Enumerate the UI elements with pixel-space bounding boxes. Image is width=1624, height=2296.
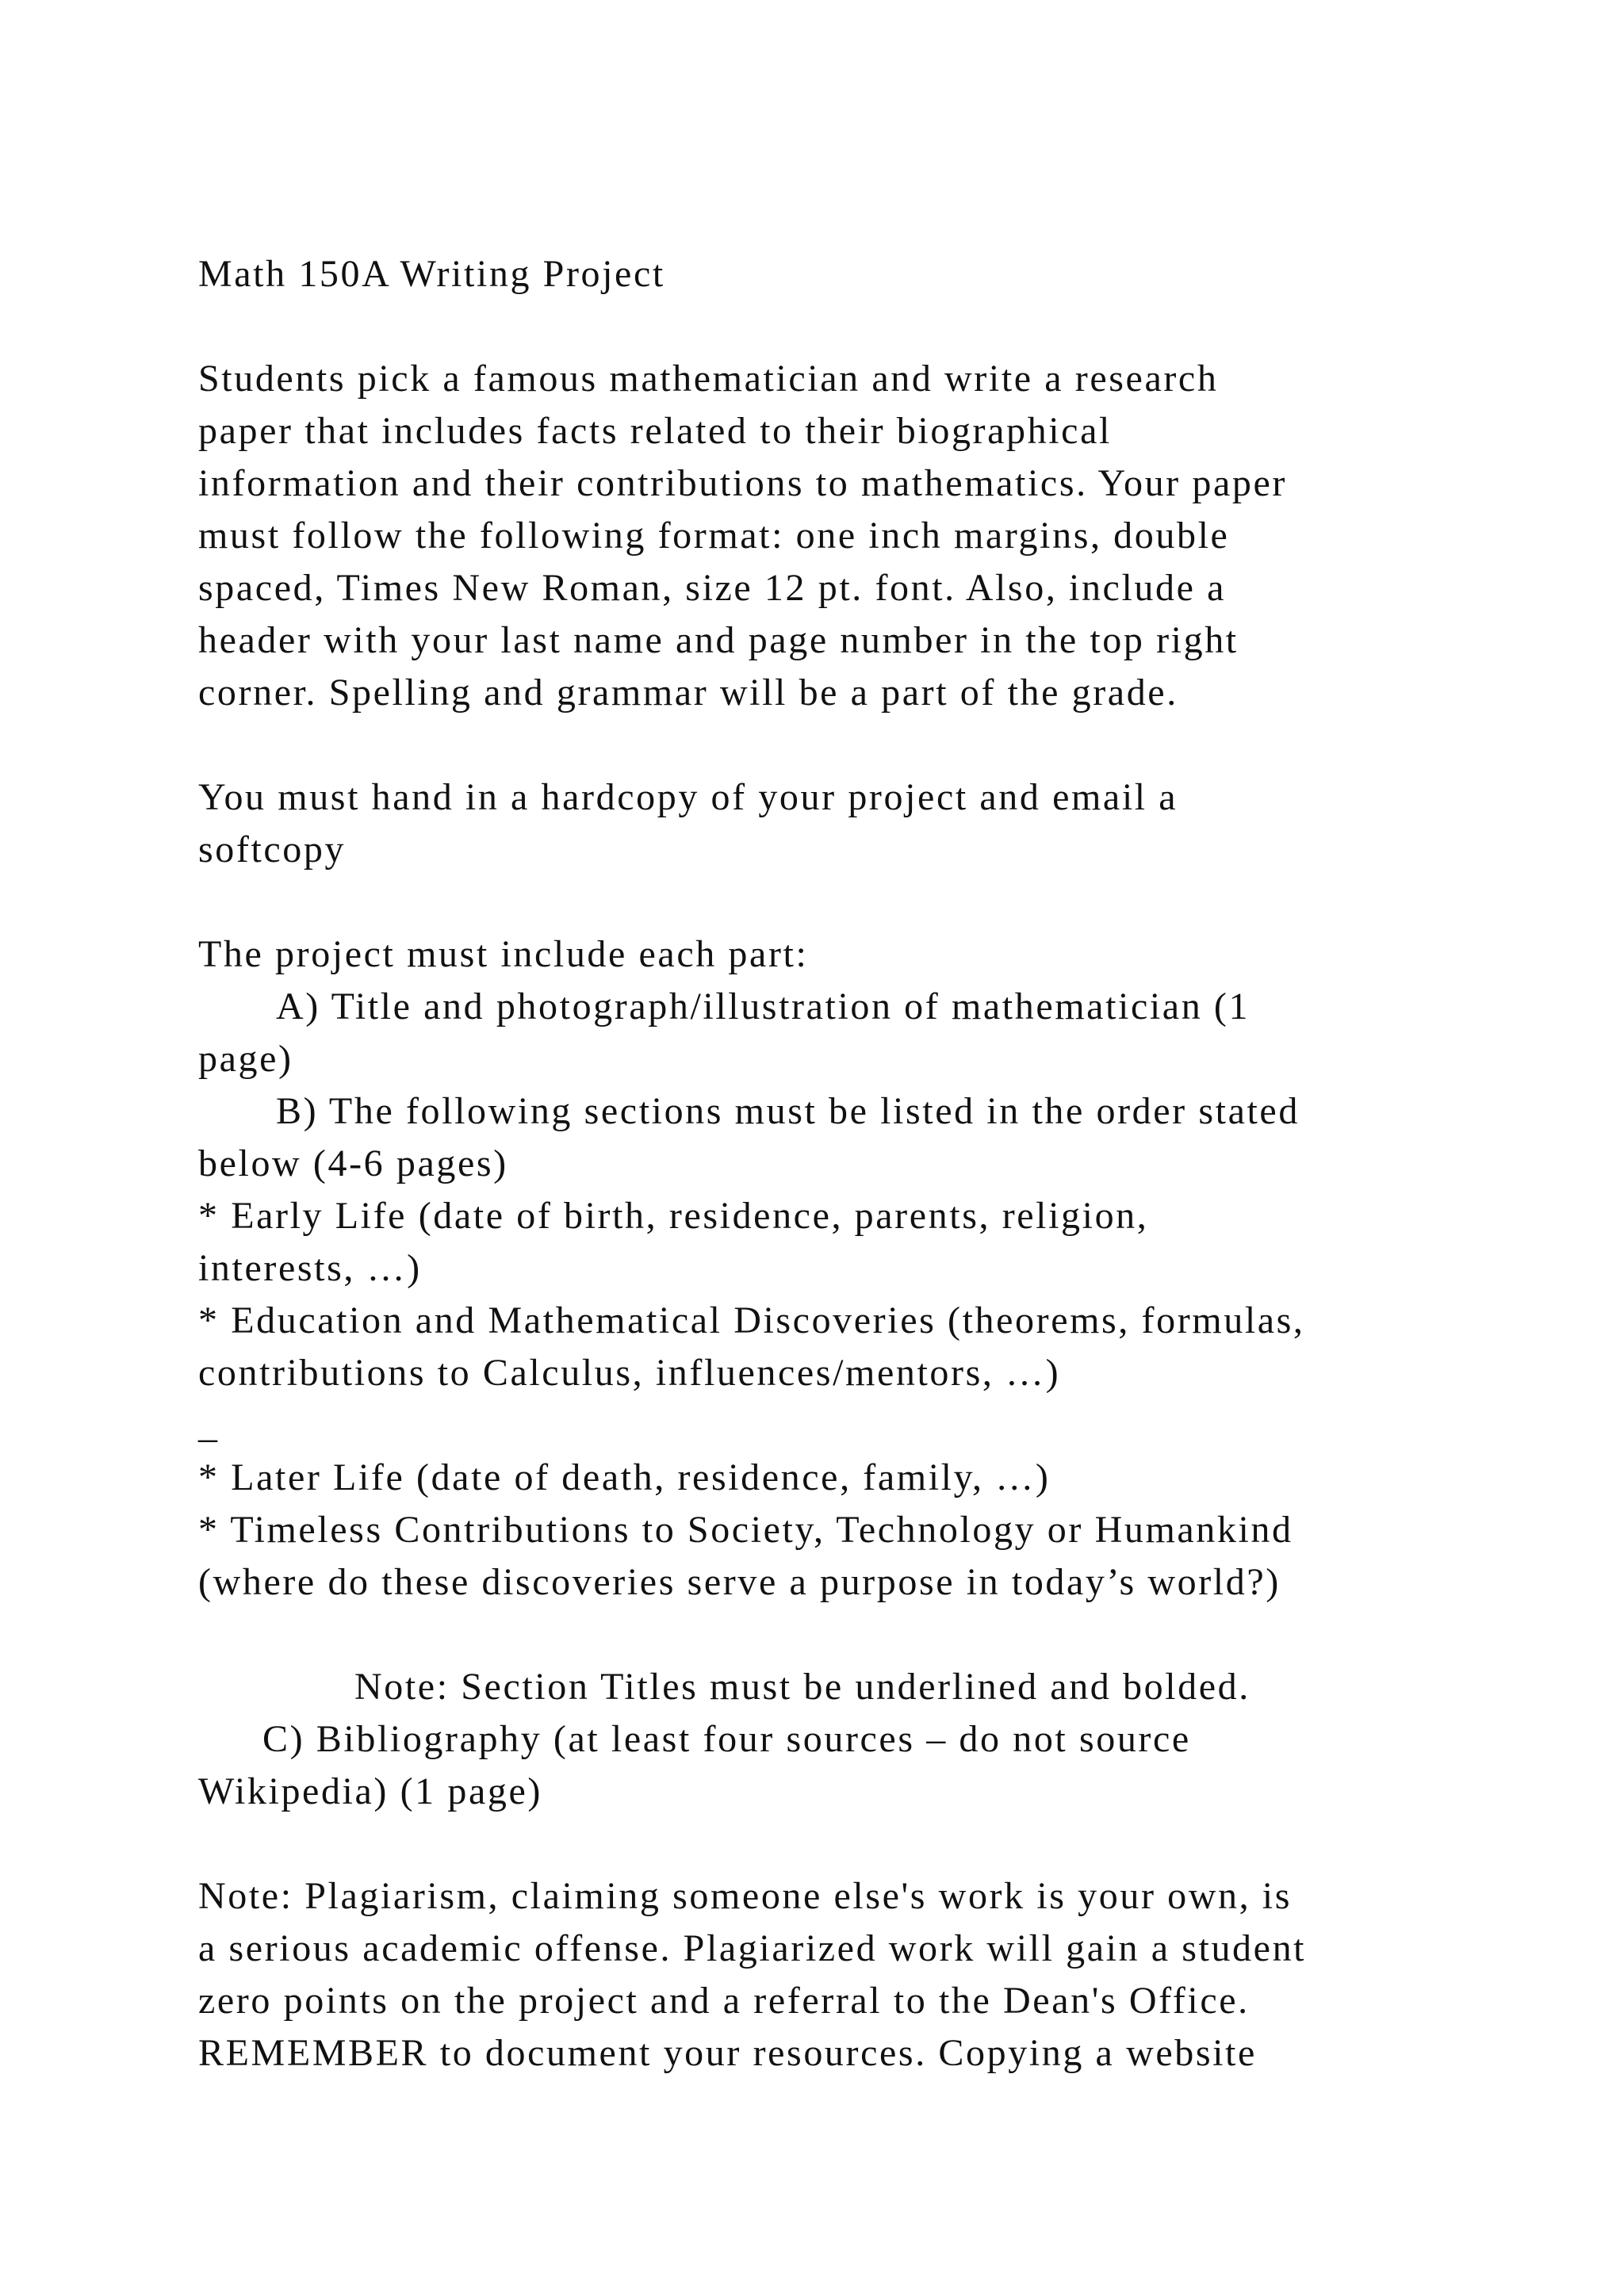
- part-b-line: below (4-6 pages): [198, 1142, 508, 1184]
- list-item: contributions to Calculus, influences/mentors, …): [198, 1352, 1061, 1394]
- list-item: _: [198, 1404, 220, 1446]
- plagiarism-line: a serious academic offense. Plagiarized work will gain a student: [198, 1927, 1307, 1969]
- document-title: Math 150A Writing Project: [198, 253, 665, 295]
- intro-line: Students pick a famous mathematician and write a research: [198, 358, 1219, 400]
- list-item: interests, …): [198, 1247, 422, 1289]
- part-a-line: page): [198, 1038, 293, 1080]
- part-a-line: A) Title and photograph/illustration of mathematician (1: [276, 985, 1251, 1027]
- plagiarism-line: REMEMBER to document your resources. Copying a website: [198, 2032, 1257, 2074]
- part-b-line: B) The following sections must be listed in the order stated: [276, 1090, 1300, 1132]
- plagiarism-line: Note: Plagiarism, claiming someone else's work is your own, is: [198, 1875, 1293, 1917]
- part-c-line: Wikipedia) (1 page): [198, 1770, 542, 1812]
- intro-line: header with your last name and page number in the top right: [198, 619, 1239, 661]
- intro-line: corner. Spelling and grammar will be a part of the grade.: [198, 672, 1178, 714]
- submission-line: softcopy: [198, 828, 347, 871]
- intro-line: spaced, Times New Roman, size 12 pt. font. Also, include a: [198, 567, 1227, 609]
- list-item: * Early Life (date of birth, residence, parents, religion,: [198, 1195, 1149, 1237]
- intro-line: must follow the following format: one inch margins, double: [198, 515, 1230, 557]
- submission-line: You must hand in a hardcopy of your project and email a: [198, 776, 1178, 818]
- list-item: * Timeless Contributions to Society, Technology or Humankind: [198, 1509, 1293, 1551]
- intro-line: information and their contributions to mathematics. Your paper: [198, 462, 1287, 504]
- section-note: Note: Section Titles must be underlined and bolded.: [354, 1666, 1251, 1708]
- list-item: * Later Life (date of death, residence, family, …): [198, 1456, 1051, 1498]
- plagiarism-line: zero points on the project and a referral to the Dean's Office.: [198, 1980, 1250, 2022]
- parts-heading: The project must include each part:: [198, 933, 809, 975]
- intro-line: paper that includes facts related to their biographical: [198, 410, 1112, 452]
- part-c-line: C) Bibliography (at least four sources – do not source: [262, 1718, 1191, 1760]
- list-item: (where do these discoveries serve a purpose in today’s world?): [198, 1561, 1281, 1603]
- list-item: * Education and Mathematical Discoveries (theorems, formulas,: [198, 1299, 1305, 1341]
